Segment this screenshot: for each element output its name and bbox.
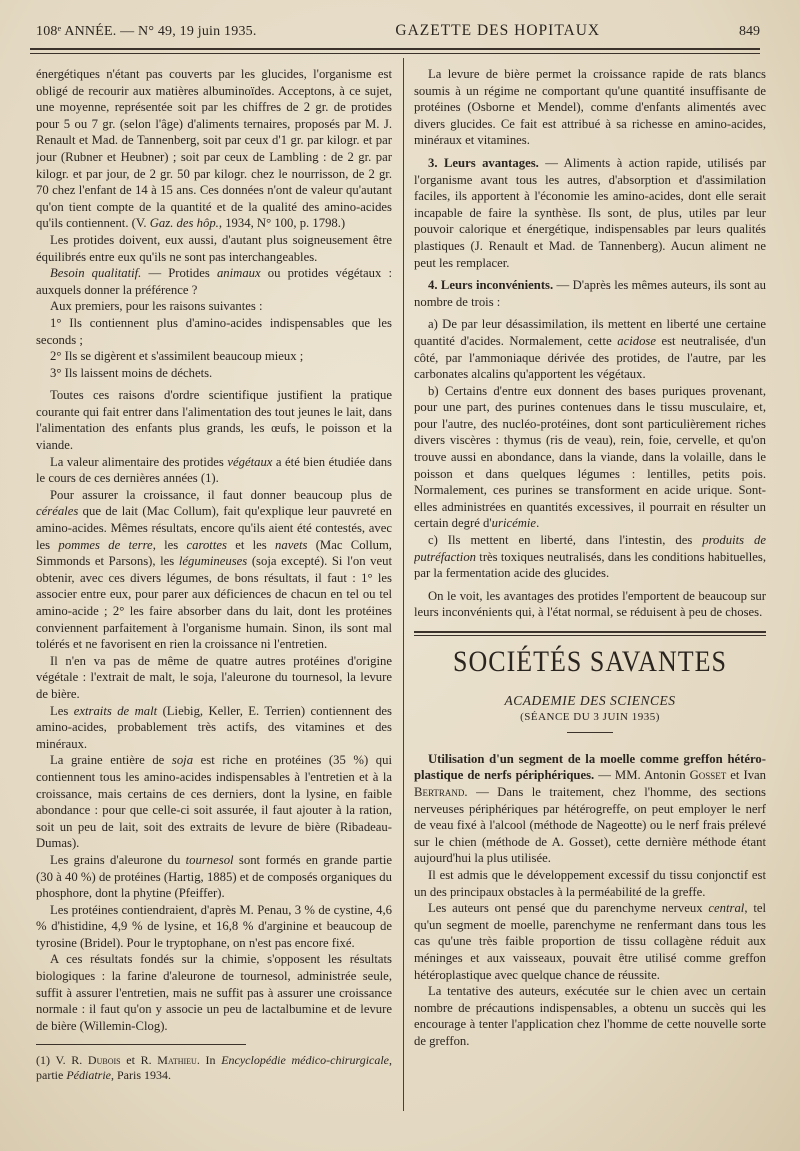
left-column	[36, 66, 392, 1121]
list-item: c) Ils mettent en liberté, dans l'intestin, des produits de putréfaction très toxiques neutralisés, dans les conditions habituelles, par la fermentation acide des glucides.	[414, 533, 766, 581]
header-rule	[30, 48, 760, 50]
page-header	[36, 22, 760, 42]
paragraph: Les protides doivent, eux aussi, d'autant plus soigneusement être équilibrés entre eux qu'ils ne sont pas interchangeables.	[36, 232, 392, 264]
paragraph: Les auteurs ont pensé que du parenchyme nerveux central, tel qu'un segment de moelle, parenchyme ne renfermant dans tous les cas qu'une très faible proportion de tissu collagène réduit aux méninges et aux vaisseaux, pouvait être utilisé comme greffon hétéroplastique avec quelque chance de réussite.	[414, 901, 766, 982]
page-number: 849	[738, 24, 760, 39]
list-item: a) De par leur désassimilation, ils mettent en liberté une certaine quantité d'acides. Normalement, cette acidose est neutralisée, d'un côté, par l'ammoniaque dérivée des protides, de l'autre, par les carbonates alcalins qu'apportent les végétaux.	[414, 317, 766, 382]
list-item: b) Certains d'entre eux donnent des bases puriques provenant, pour une part, des purines contenues dans le tissu musculaire, et, pour l'autre, des nucléo-protéines, dont sont particulièrement riches divers viscères : thymus (ris de veau), rein, foie, cervelle, et qu'on trouve aussi en abondance, dans la viande, dans la volaille, dans le poisson et dans quelques légumes : lentilles, petits pois. Normalement, ces purines se transforment en acide urique. Sont-elles administrées en quantités excessives, il pourrait en résulter un certain degré d'uricémie.	[414, 383, 766, 531]
paragraph: La graine entière de soja est riche en protéines (35 %) qui contiennent tous les amino-acides indispensables à l'entretien et à la croissance, mais certains de ces derniers, dont la lysine, en faible abondance : pour que celle-ci soit assurée, il faut ajouter à la ration, soit un peu de lait, soit des extraits de levure de bière (Ribadeau-Dumas).	[36, 753, 392, 851]
paragraph: 3. Leurs avantages. — Aliments à action rapide, utilisés par l'organisme avant tous les autres, d'absorption et d'assimilation faciles, ils apportent à l'économie les amino-acides, dont elle serait incapable de faire la synthèse. Ils sont, de plus, utiles par leur pouvoir calorique et énergétique, indispensables par leurs qualités plastiques (J. Renault et Mad. de Tannenberg). Aucun aliment ne peut les remplacer.	[414, 155, 766, 270]
paragraph: Il n'en va pas de même de quatre autres protéines d'origine végétale : l'extrait de malt, le soja, l'aleurone du tournesol, la levure de bière.	[36, 653, 392, 701]
column-divider	[403, 58, 404, 1111]
paragraph: On le voit, les avantages des protides l'emportent de beaucoup sur leurs inconvénients qui, à l'état normal, se réduisent à peu de choses.	[414, 588, 766, 620]
paragraph: A ces résultats fondés sur la chimie, s'opposent les résultats biologiques : la farine d'aleurone de tournesol, administrée seule, suffit à assurer l'entretien, mais ne suffit pas à assurer une croissance normale : il faut qu'on y associe un peu de lactalbumine et de levure de bière (Willemin-Clog).	[36, 952, 392, 1033]
paragraph: La valeur alimentaire des protides végétaux a été bien étudiée dans le cours de ces dernières années (1).	[36, 454, 392, 486]
paragraph: Aux premiers, pour les raisons suivantes :	[50, 299, 263, 314]
paragraph: Les protéines contiendraient, d'après M. Penau, 3 % de cystine, 4,6 % d'histidine, 4,9 % de lysine, et 16,8 % d'arginine et beaucoup de tyrosine (Bridel). Pour le tryptophane, on n'est pas encore fixé.	[36, 902, 392, 950]
issue-info: 108ᵉ ANNÉE. — N° 49, 19 juin 1935.	[36, 24, 257, 39]
paragraph: Toutes ces raisons d'ordre scientifique justifient la pratique courante qui fait entrer dans l'alimentation des tout jeunes le lait, dans l'alimentation des enfants plus grands, les œufs, le poisson et la viande.	[36, 388, 392, 453]
right-column	[414, 66, 766, 1121]
short-rule	[567, 732, 613, 733]
paragraph: Besoin qualitatif. — Protides animaux ou protides végétaux : auxquels donner la préférence ?	[36, 266, 392, 297]
list-item: 3° Ils laissent moins de déchets.	[50, 365, 213, 380]
academy-heading: ACADEMIE DES SCIENCES	[504, 692, 676, 708]
section-title: SOCIÉTÉS SAVANTES	[453, 644, 727, 679]
paragraph: La tentative des auteurs, exécutée sur le chien avec un certain nombre de précautions indispensables, a obtenu un succès qui les encourage à tenter l'application chez l'homme de cette nouvelle sorte de greffon.	[414, 984, 766, 1048]
paragraph: Les extraits de malt (Liebig, Keller, E. Terrien) contiennent des amino-acides, probablement très actifs, des vitamines et des minéraux.	[36, 703, 392, 751]
list-item: 2° Ils se digèrent et s'assimilent beaucoup mieux ;	[50, 349, 304, 364]
section-rule-thin	[414, 635, 766, 636]
session-date: (SÉANCE DU 3 JUIN 1935)	[520, 711, 660, 724]
paragraph: Pour assurer la croissance, il faut donner beaucoup plus de céréales que de lait (Mac Collum), fait qu'explique leur pauvreté en amino-acides. Mêmes résultats, encore qu'ils aient été contestés, avec les pommes de terre, les carottes et les navets (Mac Collum, Simmonds et Parsons), les légumineuses (soja excepté). Si l'on veut obtenir, avec ces divers légumes, de bons résultats, il faut : 1° les associer entre eux, pour parer aux déficiences de chacun en tel ou tel amino-acide ; 2° les faire absorber dans du lait, dont les protéines conviennent parfaitement à l'organisme humain. Sinon, ils sont mal tolérés et ne favorisent en rien la croissance ni l'entretien.	[36, 487, 392, 652]
header-rule-thin	[30, 53, 760, 54]
paragraph: Utilisation d'un segment de la moelle comme greffon hétéro-plastique de nerfs périphériques. — MM. Antonin Gosset et Ivan Bertrand. — Dans le traitement, chez l'homme, des sections nerveuses périphériques par hétérogreffe, on peut employer le nerf de veau fixé à l'alcool (méthode de Nageotte) ou le nerf frais prélevé sur le chien (méthode de A. Gosset), cette dernière méthode étant aujourd'hui la plus utilisée.	[414, 751, 766, 866]
paragraph: Il est admis que le développement excessif du tissu conjonctif est un des principaux obstacles à la perméabilité de la greffe.	[414, 867, 766, 899]
footnote-rule	[36, 1044, 246, 1045]
paragraph: 4. Leurs inconvénients. — D'après les mêmes auteurs, ils sont au nombre de trois :	[414, 278, 766, 309]
paragraph: La levure de bière permet la croissance rapide de rats blancs soumis à un régime ne comportant qu'une quantité insuffisante de protéines (Osborne et Mendel), comme d'enfants alimentés avec divers glucides. Ce fait est attribué à sa richesse en amino-acides, minéraux et vitamines.	[414, 67, 766, 148]
paragraph: Les grains d'aleurone du tournesol sont formés en grande partie (30 à 40 %) de protéines (Hartig, 1885) et de composés organiques du phosphore, dont la phytine (Pfeiffer).	[36, 852, 392, 901]
section-rule	[414, 631, 766, 633]
paragraph: énergétiques n'étant pas couverts par les glucides, l'organisme est obligé de recourir aux matières albuminoïdes. Acceptons, à ce sujet, une moyenne, représentée soit par les chiffres de 2 gr. de protides pour 5 ou 7 gr. (selon l'âge) d'aliments ternaires, proposés par M. J. Renault et Mad. de Tannenberg, soit par ceux d'1 gr. par kilogr. et par jour (Rubner et Heubner) ; soit par ceux de Lambling : de 2 gr. par kilogr. et par jour, de 2 gr. 50 par kilogr. chez le nourrisson, de 2 gr. 70 chez l'enfant de 14 à 15 ans. Ces données n'ont de valeur qu'autant qu'on tient compte de la quantité et de la qualité des amino-acides qu'ils contiennent. (V. Gaz. des hôp., 1934, N° 100, p. 1798.)	[36, 67, 392, 231]
journal-title: GAZETTE DES HOPITAUX	[395, 22, 601, 39]
footnote: (1) V. R. Dubois et R. Mathieu. In Encyclopédie médico-chirurgicale, partie Pédiatrie, Paris 1934.	[36, 1053, 392, 1083]
list-item: 1° Ils contiennent plus d'amino-acides indispensables que les seconds ;	[36, 315, 392, 347]
